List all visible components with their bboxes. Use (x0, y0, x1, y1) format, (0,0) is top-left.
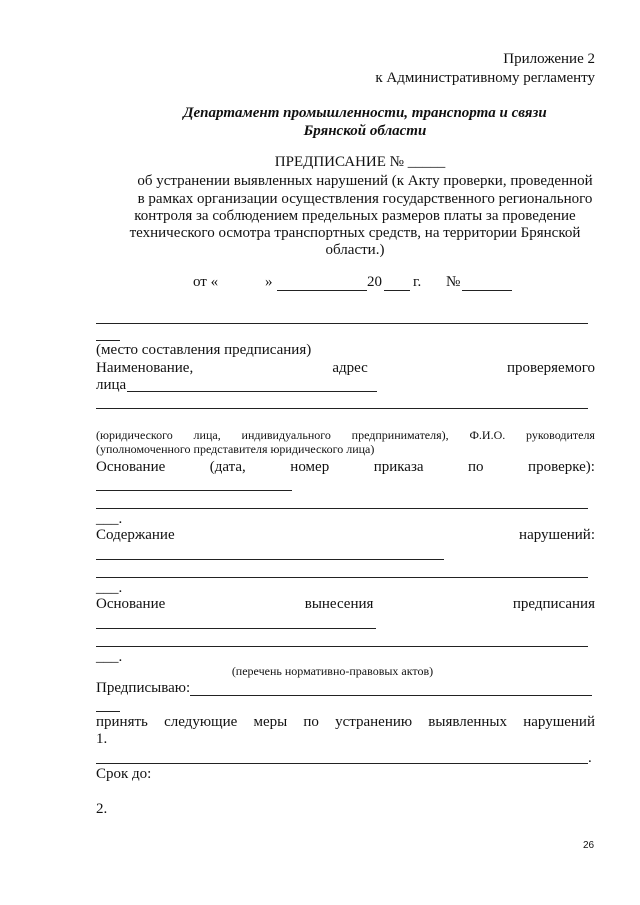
basis-word: по (468, 459, 484, 475)
department-line-2: Брянской области (303, 123, 427, 139)
issuance-word: Основание (96, 596, 166, 612)
basis-word: номер (290, 459, 330, 475)
issuance-line-2 (96, 646, 588, 647)
issuance-line (96, 628, 376, 629)
basis-line-2 (96, 508, 588, 509)
measures-word: выявленных (428, 714, 508, 730)
entity-caption-line-2: (уполномоченного представителя юридического лица) (96, 442, 375, 456)
year-prefix: 20 (367, 274, 382, 290)
number-label: № (446, 274, 461, 290)
item-1-line (96, 763, 588, 764)
prescription-title: ПРЕДПИСАНИЕ № _____ (274, 154, 446, 170)
basis-word: проверке): (528, 459, 595, 475)
address-word: адрес (332, 360, 368, 376)
item-1-dot: . (588, 750, 592, 766)
measures-word: меры (253, 714, 288, 730)
issuance-end: ___. (96, 649, 123, 665)
number-blank (462, 290, 512, 291)
issuance-word: предписания (512, 596, 595, 612)
measures-word: следующие (164, 714, 238, 730)
issuance-word: вынесения (304, 596, 374, 612)
place-caption: (место составления предписания) (96, 342, 312, 358)
item-2: 2. (96, 801, 108, 817)
checked-word: проверяемого (506, 360, 595, 376)
entity-caption-row (96, 428, 595, 443)
measures-word: устранению (335, 714, 413, 730)
basis-row (96, 459, 595, 476)
title-line-4: технического осмотра транспортных средств, на территории Брянской (129, 225, 581, 241)
entity-line (127, 391, 377, 392)
issuance-row (96, 596, 595, 613)
content-row (96, 527, 595, 544)
content-word: Содержание (96, 527, 175, 543)
page-number: 26 (583, 840, 595, 851)
appendix-label: Приложение 2 (503, 51, 595, 67)
entity-word: лица (96, 377, 127, 393)
measures-row (96, 714, 595, 731)
caption-word: (юридического (96, 428, 173, 442)
department-line-1: Департамент промышленности, транспорта и связи (183, 105, 547, 121)
content-line-2 (96, 577, 588, 578)
prescribe-line-tail (96, 711, 120, 712)
measures-word: нарушений (523, 714, 595, 730)
place-line (96, 323, 588, 324)
acts-caption: (перечень нормативно-правовых актов) (231, 664, 434, 678)
name-address-row (96, 360, 595, 377)
caption-word: руководителя (526, 428, 595, 442)
caption-word: лица, (193, 428, 221, 442)
basis-line (96, 490, 292, 491)
basis-end: ___. (96, 511, 123, 527)
item-1: 1. (96, 731, 108, 747)
content-line (96, 559, 444, 560)
prescribe-label: Предписываю: (96, 680, 191, 696)
date-from-label: от « (193, 274, 219, 290)
year-blank (384, 290, 410, 291)
title-line-2: в рамках организации осуществления государственного регионального (137, 191, 593, 207)
entity-line-2 (96, 408, 588, 409)
title-line-5: области.) (325, 242, 385, 258)
caption-word: Ф.И.О. (469, 428, 506, 442)
title-line-3: контроля за соблюдением предельных размеров платы за проведение (134, 208, 576, 224)
place-line-tail (96, 340, 120, 341)
measures-word: по (303, 714, 319, 730)
violations-word: нарушений: (519, 527, 595, 543)
caption-word: индивидуального (241, 428, 331, 442)
date-quote-close: » (265, 274, 273, 290)
prescribe-line (190, 695, 592, 696)
year-suffix: г. (413, 274, 422, 290)
basis-word: Основание (96, 459, 166, 475)
content-end: ___. (96, 580, 123, 596)
measures-word: принять (96, 714, 148, 730)
basis-word: (дата, (209, 459, 246, 475)
month-blank (277, 290, 367, 291)
regulation-label: к Административному регламенту (375, 70, 595, 86)
deadline-label: Срок до: (96, 766, 152, 782)
caption-word: предпринимателя), (351, 428, 449, 442)
basis-word: приказа (373, 459, 424, 475)
title-line-1: об устранении выявленных нарушений (к Акту проверки, проведенной (137, 173, 593, 189)
name-word: Наименование, (96, 360, 194, 376)
